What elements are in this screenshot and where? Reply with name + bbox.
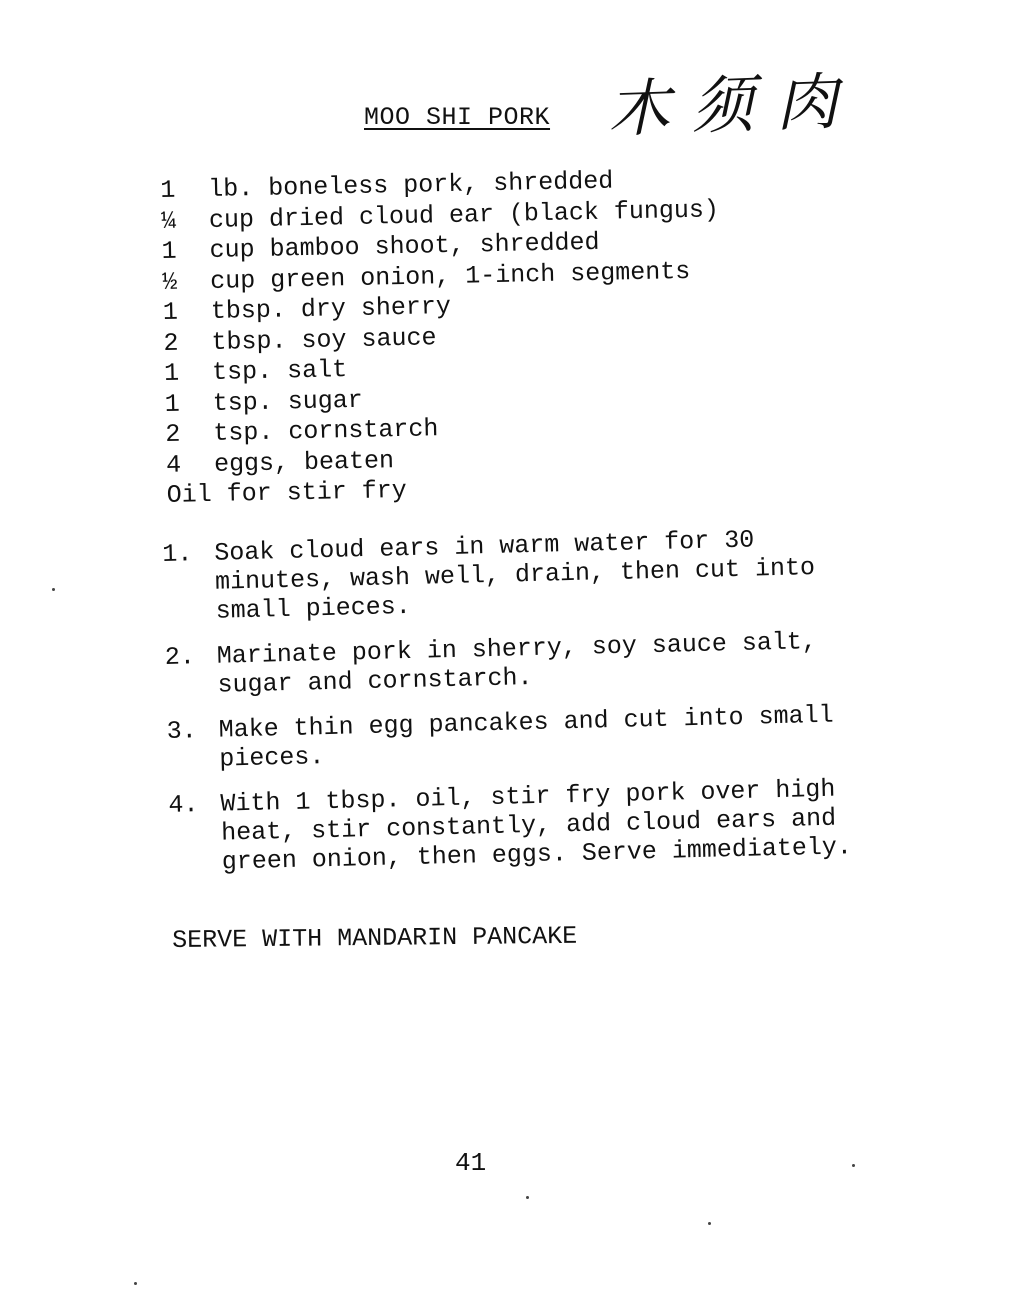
scan-speck <box>52 588 55 591</box>
step-number: 1. <box>162 539 193 569</box>
scan-speck <box>134 1282 137 1285</box>
ingredient-quantity: 1 <box>160 175 176 205</box>
ingredient-text: tbsp. dry sherry <box>210 291 452 326</box>
oil-line: Oil for stir fry <box>166 475 407 510</box>
ingredient-text: tsp. sugar <box>212 385 364 418</box>
ingredient-quantity: 1 <box>163 358 180 388</box>
instruction-step <box>162 522 884 627</box>
scan-speck <box>708 1222 711 1225</box>
ingredient-quantity: 1 <box>161 236 177 266</box>
instruction-step <box>168 773 890 878</box>
step-text: Soak cloud ears in warm water for 30 minutes, wash well, drain, then cut into small pieces. <box>213 525 816 626</box>
ingredient-quantity: 2 <box>163 328 179 358</box>
ingredient-quantity: 4 <box>165 450 182 480</box>
recipe-title: MOO SHI PORK <box>364 103 551 132</box>
instruction-step <box>166 699 887 775</box>
step-number: 3. <box>166 716 198 746</box>
step-text: Marinate pork in sherry, soy sauce salt, sugar and cornstarch. <box>216 627 818 700</box>
step-number: 4. <box>168 790 199 820</box>
ingredient-quantity: 2 <box>165 419 181 449</box>
serving-note: SERVE WITH MANDARIN PANCAKE <box>172 921 578 955</box>
ingredient-text: cup bamboo shoot, shredded <box>209 227 600 265</box>
ingredient-text: eggs, beaten <box>213 445 395 479</box>
instruction-step <box>165 625 886 701</box>
ingredient-text: lb. boneless pork, shredded <box>207 166 614 204</box>
step-text: With 1 tbsp. oil, stir fry pork over high heat, stir constantly, add cloud ears and green onion, then eggs. Serve immediately. <box>220 774 853 877</box>
page-number: 41 <box>455 1148 487 1178</box>
ingredient-list <box>160 161 867 511</box>
ingredient-text: tsp. cornstarch <box>213 414 439 448</box>
instruction-list <box>162 522 890 893</box>
ingredient-text: cup green onion, 1-inch segments <box>209 256 691 296</box>
ingredient-quantity: ½ <box>161 267 178 297</box>
ingredient-text: tsp. salt <box>211 355 348 387</box>
ingredient-text: tbsp. soy sauce <box>211 322 437 357</box>
scan-speck <box>852 1164 855 1167</box>
chinese-title: 木须肉 <box>606 64 861 146</box>
ingredient-quantity: ¼ <box>160 206 177 236</box>
scan-speck <box>526 1196 529 1199</box>
step-number: 2. <box>164 642 196 672</box>
ingredient-quantity: 1 <box>162 297 179 327</box>
ingredient-text: cup dried cloud ear (black fungus) <box>208 194 720 235</box>
ingredient-quantity: 1 <box>164 389 181 419</box>
step-text: Make thin egg pancakes and cut into small pieces. <box>218 700 834 774</box>
